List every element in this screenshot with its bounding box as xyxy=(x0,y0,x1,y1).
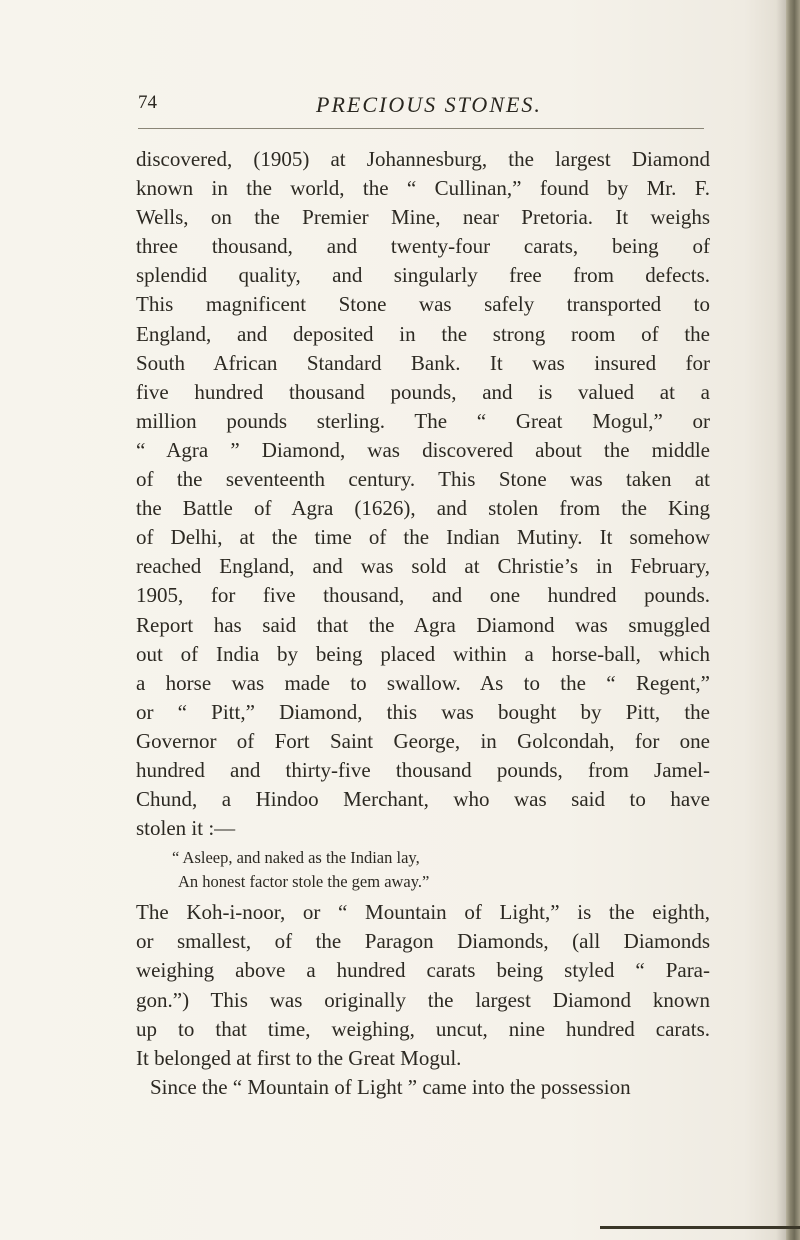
text-line: South African Standard Bank. It was insured for xyxy=(136,350,710,375)
text-line: The Koh-i-noor, or “ Mountain of Light,” is the eighth, xyxy=(136,900,710,925)
text-line: England, and deposited in the strong room of the xyxy=(136,321,710,346)
paragraph-3 xyxy=(136,1073,710,1102)
text-line: reached England, and was sold at Christie’s in February, xyxy=(136,554,710,579)
text-line: gon.”) This was originally the largest Diamond known xyxy=(136,987,710,1012)
text-line: up to that time, weighing, uncut, nine hundred carats. xyxy=(136,1016,710,1041)
verse-line: An honest factor stole the gem away.” xyxy=(178,872,430,892)
bottom-edge-rule xyxy=(600,1226,800,1229)
text-line: 1905, for five thousand, and one hundred pounds. xyxy=(136,583,710,608)
text-line: hundred and thirty-five thousand pounds, from Jamel- xyxy=(136,757,710,782)
text-line: million pounds sterling. The “ Great Mogul,” or xyxy=(136,408,710,433)
text-line: out of India by being placed within a horse-ball, which xyxy=(136,641,710,666)
header-rule xyxy=(138,128,704,129)
text-line: splendid quality, and singularly free from defects. xyxy=(136,263,710,288)
text-line: the Battle of Agra (1626), and stolen from the King xyxy=(136,496,710,521)
text-line: weighing above a hundred carats being styled “ Para- xyxy=(136,958,710,983)
text-line: or smallest, of the Paragon Diamonds, (all Diamonds xyxy=(136,929,710,954)
text-line: or “ Pitt,” Diamond, this was bought by Pitt, the xyxy=(136,699,710,724)
text-line: Report has said that the Agra Diamond was smuggled xyxy=(136,612,710,637)
text-line: It belonged at first to the Great Mogul. xyxy=(136,1045,462,1070)
text-line: three thousand, and twenty-four carats, being of xyxy=(136,234,710,259)
body-text xyxy=(136,145,710,1102)
text-line: This magnificent Stone was safely transported to xyxy=(136,292,710,317)
text-line: a horse was made to swallow. As to the “ Regent,” xyxy=(136,670,710,695)
text-line: of the seventeenth century. This Stone was taken at xyxy=(136,467,710,492)
text-line: Chund, a Hindoo Merchant, who was said to have xyxy=(136,787,710,812)
paragraph-1 xyxy=(136,145,710,843)
text-line: five hundred thousand pounds, and is valued at a xyxy=(136,379,710,404)
text-line: stolen it :— xyxy=(136,816,236,841)
text-line: of Delhi, at the time of the Indian Mutiny. It somehow xyxy=(136,525,710,550)
running-head: PRECIOUS STONES. xyxy=(316,92,542,117)
text-line: Wells, on the Premier Mine, near Pretoria. It weighs xyxy=(136,205,710,230)
page-number: 74 xyxy=(138,92,157,113)
text-line: Governor of Fort Saint George, in Golcondah, for one xyxy=(136,728,710,753)
text-line: “ Agra ” Diamond, was discovered about the middle xyxy=(136,437,710,462)
text-line: Since the “ Mountain of Light ” came into the possession xyxy=(150,1074,631,1099)
paragraph-2 xyxy=(136,898,710,1073)
page-edge xyxy=(786,0,800,1240)
text-line: known in the world, the “ Cullinan,” found by Mr. F. xyxy=(136,176,710,201)
verse-line: “ Asleep, and naked as the Indian lay, xyxy=(172,848,420,868)
page-edge-shadow xyxy=(776,0,786,1240)
verse-quotation xyxy=(136,846,710,894)
text-line: discovered, (1905) at Johannesburg, the largest Diamond xyxy=(136,147,710,171)
page-header xyxy=(138,92,708,122)
